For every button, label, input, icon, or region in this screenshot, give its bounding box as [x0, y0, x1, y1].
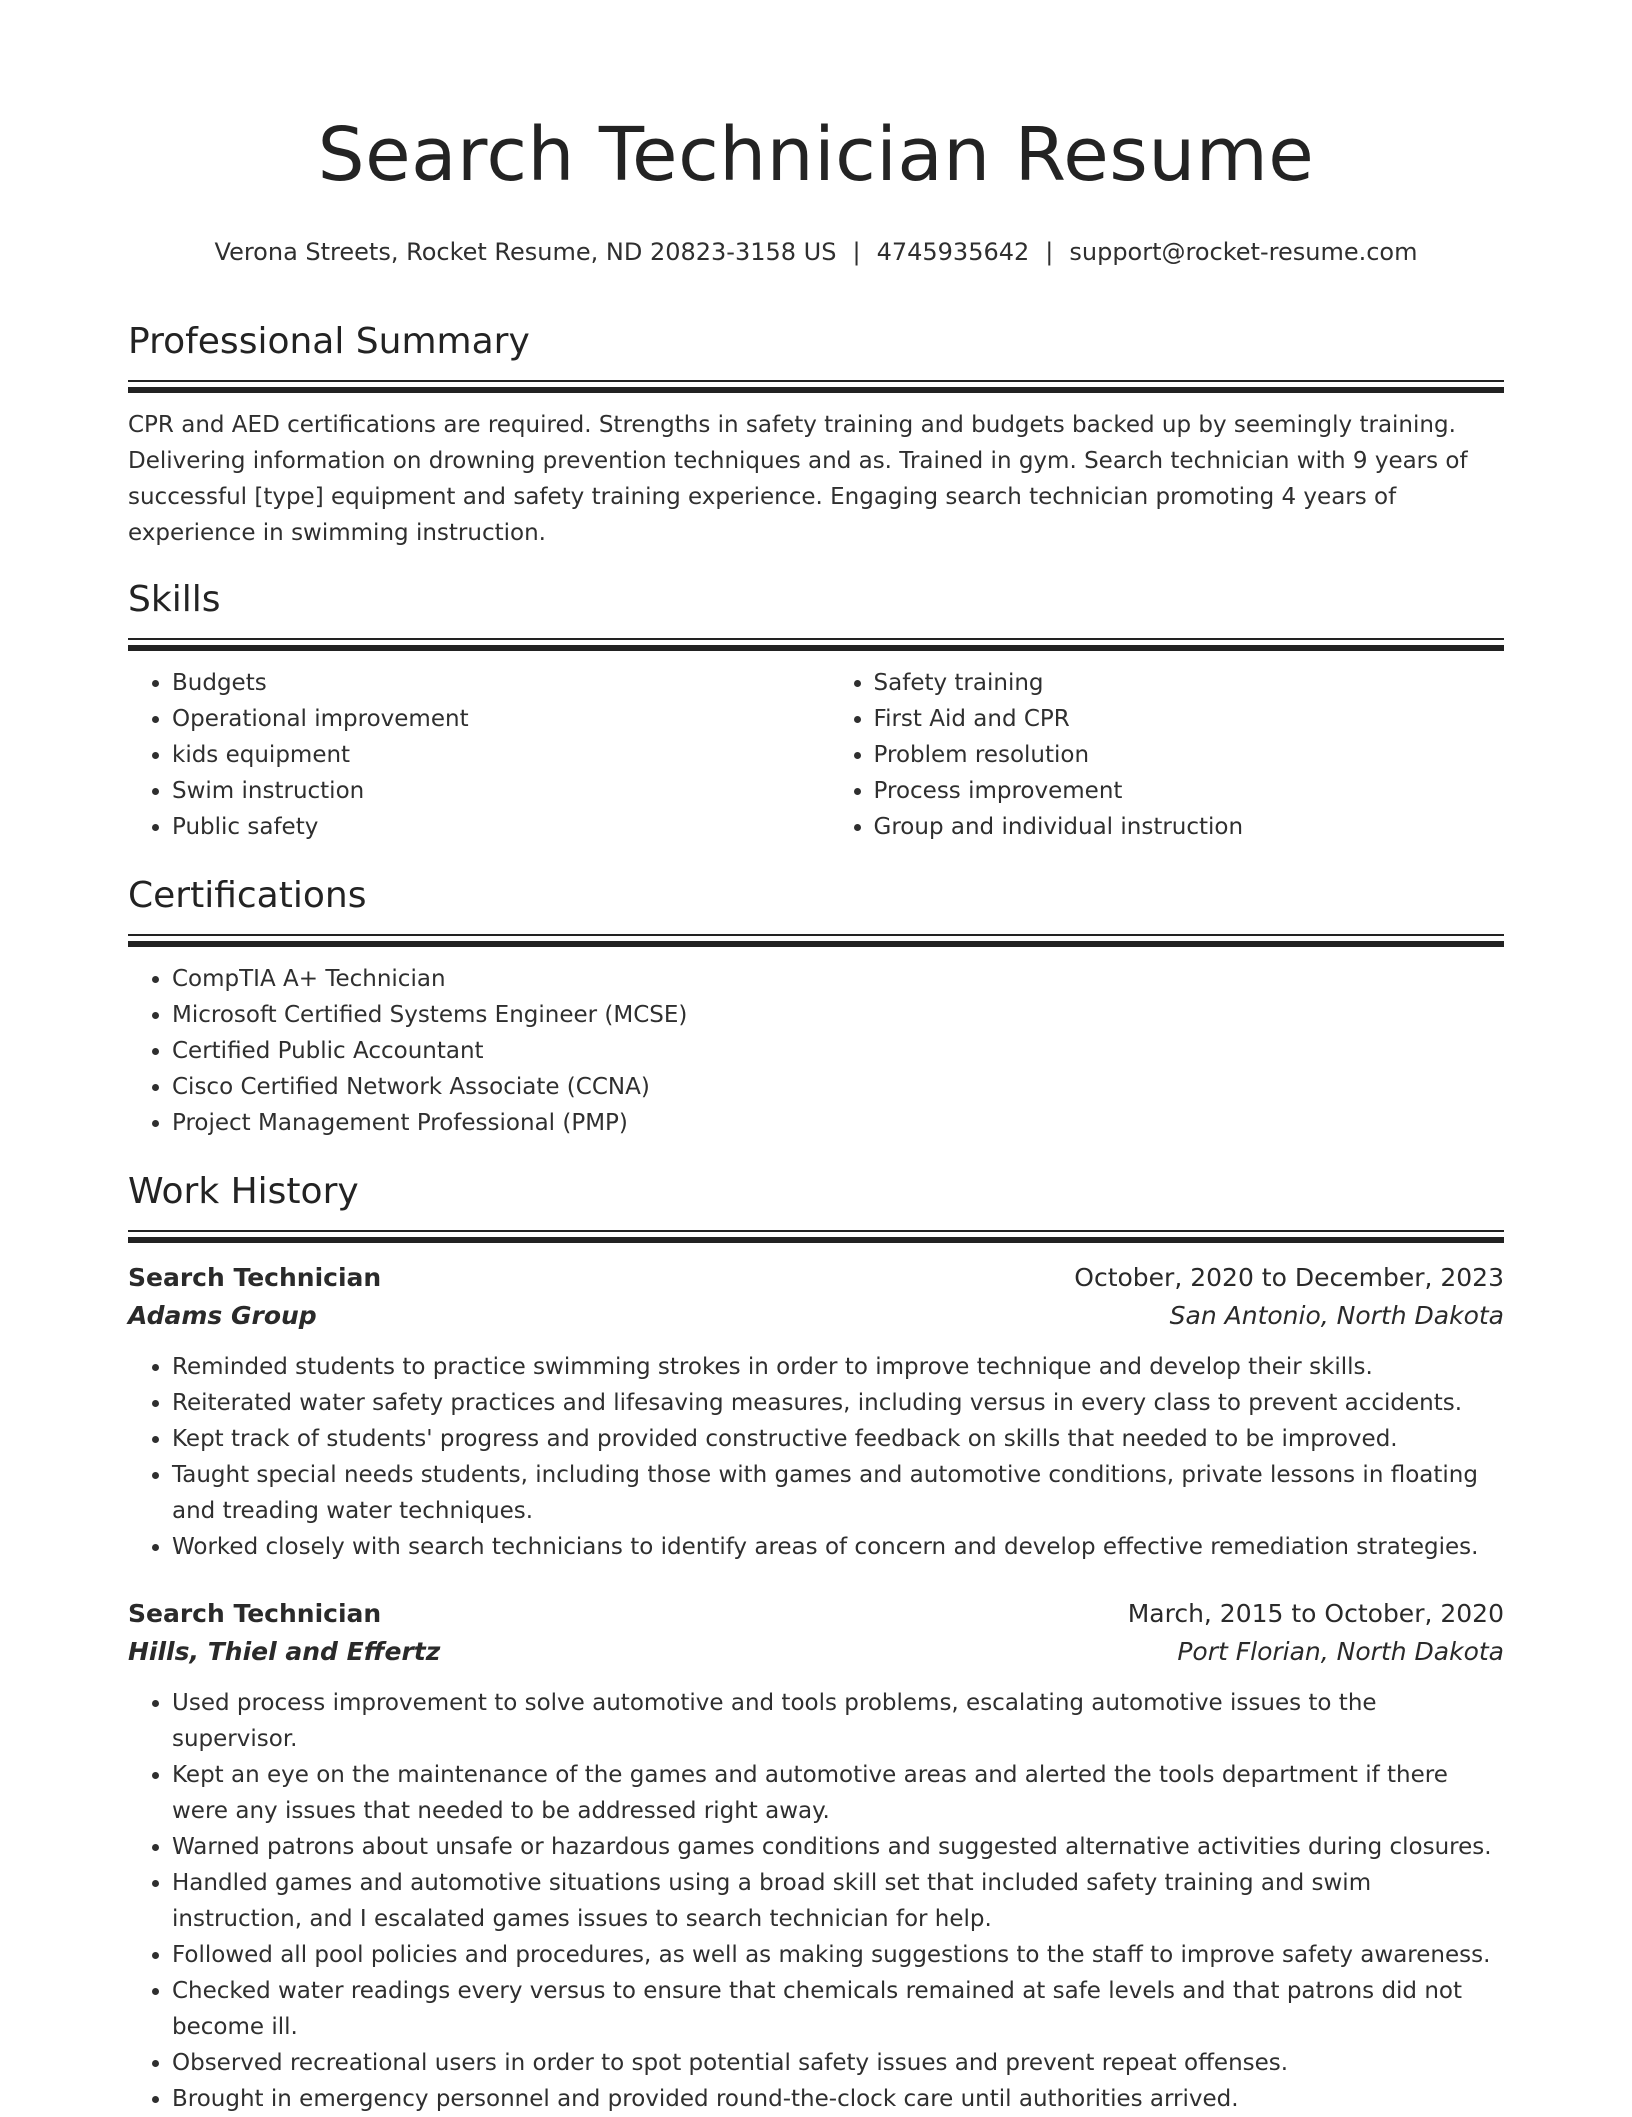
certification-item: • Project Management Professional (PMP): [172, 1105, 1504, 1141]
skills-list-right: [830, 665, 1504, 845]
skill-item: • Public safety: [172, 809, 830, 845]
certification-item: • Cisco Certified Network Associate (CCNA): [172, 1069, 1504, 1105]
skill-item: • Operational improvement: [172, 701, 830, 737]
section-divider: [128, 380, 1504, 394]
skill-item: • Group and individual instruction: [874, 809, 1504, 845]
skill-item: • Swim instruction: [172, 773, 830, 809]
skills-list-left: [128, 665, 830, 845]
contact-line: [128, 240, 1504, 264]
contact-separator: |: [852, 238, 861, 266]
job-company: Adams Group: [128, 1301, 317, 1330]
job-title: Search Technician: [128, 1263, 382, 1292]
resume-page: [128, 0, 1504, 2112]
job-header: [128, 1259, 1504, 1297]
job-dates: March, 2015 to October, 2020: [1127, 1599, 1504, 1628]
skills-columns: [128, 665, 1504, 845]
work-history-section: [128, 1171, 1504, 2117]
summary-section: [128, 321, 1504, 551]
job-company: Hills, Thiel and Effertz: [128, 1637, 441, 1666]
job-bullet: • Worked closely with search technicians to identify areas of concern and develop effective remediation strategies.: [172, 1529, 1504, 1565]
job-location: Port Florian, North Dakota: [1177, 1637, 1504, 1666]
job-location: San Antonio, North Dakota: [1169, 1301, 1504, 1330]
job-bullet: • Used process improvement to solve automotive and tools problems, escalating automotive issues to the supervisor.: [172, 1685, 1504, 1757]
job-bullet: • Warned patrons about unsafe or hazardous games conditions and suggested alternative activities during closures.: [172, 1829, 1504, 1865]
skill-item: • kids equipment: [172, 737, 830, 773]
resume-title: Search Technician Resume: [317, 112, 1315, 198]
certification-item: • CompTIA A+ Technician: [172, 961, 1504, 997]
job-bullet: • Kept an eye on the maintenance of the games and automotive areas and alerted the tools department if there were any issues that needed to be addressed right away.: [172, 1757, 1504, 1829]
contact-email: support@rocket-resume.com: [1069, 238, 1418, 266]
job-dates: October, 2020 to December, 2023: [1074, 1263, 1504, 1292]
job-header: [128, 1595, 1504, 1633]
skill-item: • Safety training: [874, 665, 1504, 701]
job-bullet: • Kept track of students' progress and provided constructive feedback on skills that needed to be improved.: [172, 1421, 1504, 1457]
job-bullet-list: [128, 1685, 1504, 2117]
job-subheader: [128, 1633, 1504, 1671]
section-heading-certifications: Certifications: [128, 875, 367, 916]
contact-address: Verona Streets, Rocket Resume, ND 20823-3158 US: [214, 238, 837, 266]
certifications-list: [128, 961, 1504, 1141]
job-bullet: • Observed recreational users in order to spot potential safety issues and prevent repeat offenses.: [172, 2045, 1504, 2081]
skills-section: [128, 579, 1504, 845]
certifications-section: [128, 875, 1504, 1141]
section-divider: [128, 638, 1504, 652]
skill-item: • Process improvement: [874, 773, 1504, 809]
skill-item: • First Aid and CPR: [874, 701, 1504, 737]
job-subheader: [128, 1297, 1504, 1335]
certification-item: • Microsoft Certified Systems Engineer (MCSE): [172, 997, 1504, 1033]
job-bullet: • Brought in emergency personnel and provided round-the-clock care until authorities arrived.: [172, 2081, 1504, 2117]
summary-text: CPR and AED certifications are required. Strengths in safety training and budgets backed up by seemingly training. Delivering information on drowning prevention techniques and as. Trained in gym. Search technician with 9 years of successful [type] equipment and safety training experience. Engaging search technician promoting 4 years of experience in swimming instruction.: [128, 412, 1468, 546]
job-bullet: • Reminded students to practice swimming strokes in order to improve technique and develop their skills.: [172, 1349, 1504, 1385]
contact-separator: |: [1045, 238, 1054, 266]
section-heading-summary: Professional Summary: [128, 321, 530, 362]
job-bullet: • Taught special needs students, including those with games and automotive conditions, private lessons in floating and treading water techniques.: [172, 1457, 1504, 1529]
contact-phone: 4745935642: [876, 238, 1030, 266]
section-heading-work-history: Work History: [128, 1171, 359, 1212]
job-bullet: • Followed all pool policies and procedures, as well as making suggestions to the staff to improve safety awareness.: [172, 1937, 1504, 1973]
section-divider: [128, 1230, 1504, 1244]
job-bullet-list: [128, 1349, 1504, 1565]
job-bullet: • Handled games and automotive situations using a broad skill set that included safety training and swim instruction, and I escalated games issues to search technician for help.: [172, 1865, 1504, 1937]
job-entry: [128, 1595, 1504, 2117]
skill-item: • Budgets: [172, 665, 830, 701]
section-divider: [128, 934, 1504, 948]
job-bullet: • Reiterated water safety practices and lifesaving measures, including versus in every class to prevent accidents.: [172, 1385, 1504, 1421]
job-entry: [128, 1259, 1504, 1565]
job-bullet: • Checked water readings every versus to ensure that chemicals remained at safe levels and that patrons did not become ill.: [172, 1973, 1504, 2045]
skill-item: • Problem resolution: [874, 737, 1504, 773]
certification-item: • Certified Public Accountant: [172, 1033, 1504, 1069]
job-title: Search Technician: [128, 1599, 382, 1628]
section-heading-skills: Skills: [128, 579, 221, 620]
